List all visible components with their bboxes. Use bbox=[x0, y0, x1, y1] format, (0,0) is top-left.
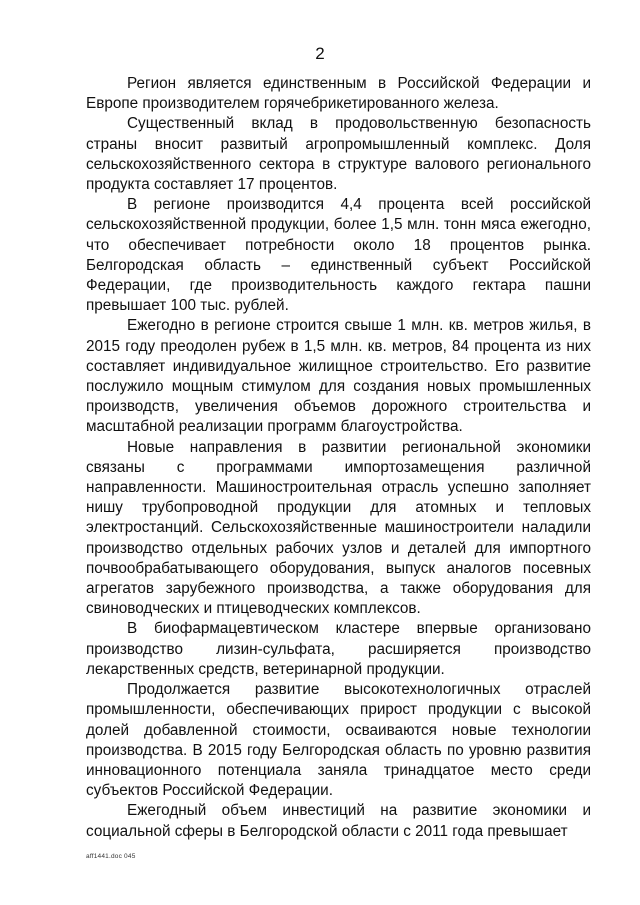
paragraph: Ежегодно в регионе строится свыше 1 млн. кв. метров жилья, в 2015 году преодолен рубеж в 1,5 млн. кв. метров, 84 процента из них составляет индивидуальное жилищное строительство. Его развитие послужило мощным стимулом для создания новых промышленных производств, увеличения объемов дорожного строительства и масштабной реализации программ благоустройства. bbox=[86, 317, 591, 436]
document-body bbox=[86, 74, 591, 842]
paragraph: В регионе производится 4,4 процента всей российской сельскохозяйственной продукции, более 1,5 млн. тонн мяса ежегодно, что обеспечивает потребности около 18 процентов рынка. Белгородская область – единственный субъект Российской Федерации, где производительность каждого гектара пашни превышает 100 тыс. рублей. bbox=[86, 196, 591, 315]
footer-file-code: aff1441.doc 045 bbox=[86, 853, 136, 860]
paragraph: В биофармацевтическом кластере впервые организовано производство лизин-сульфата, расширяется производство лекарственных средств, ветеринарной продукции. bbox=[86, 620, 591, 678]
paragraph: Продолжается развитие высокотехнологичных отраслей промышленности, обеспечивающих прирост продукции с высокой долей добавленной стоимости, осваиваются новые технологии производства. В 2015 году Белгородская область по уровню развития инновационного потенциала заняла тринадцатое место среди субъектов Российской Федерации. bbox=[86, 681, 591, 800]
paragraph: Регион является единственным в Российской Федерации и Европе производителем горячебрикетированного железа. bbox=[86, 75, 591, 113]
paragraph: Новые направления в развитии региональной экономики связаны с программами импортозамещения различной направленности. Машиностроительная отрасль успешно заполняет нишу трубопроводной продукции для атомных и тепловых электростанций. Сельскохозяйственные машиностроители наладили производство отдельных рабочих узлов и деталей для импортного почвообрабатывающего оборудования, выпуск аналогов посевных агрегатов зарубежного производства, а также оборудования для свиноводческих и птицеводческих комплексов. bbox=[86, 438, 591, 618]
page-number: 2 bbox=[315, 44, 325, 63]
paragraph: Существенный вклад в продовольственную безопасность страны вносит развитый агропромышленный комплекс. Доля сельскохозяйственного сектора в структуре валового регионального продукта составляет 17 процентов. bbox=[86, 115, 591, 194]
paragraph: Ежегодный объем инвестиций на развитие экономики и социальной сферы в Белгородской области с 2011 года превышает bbox=[86, 802, 591, 840]
